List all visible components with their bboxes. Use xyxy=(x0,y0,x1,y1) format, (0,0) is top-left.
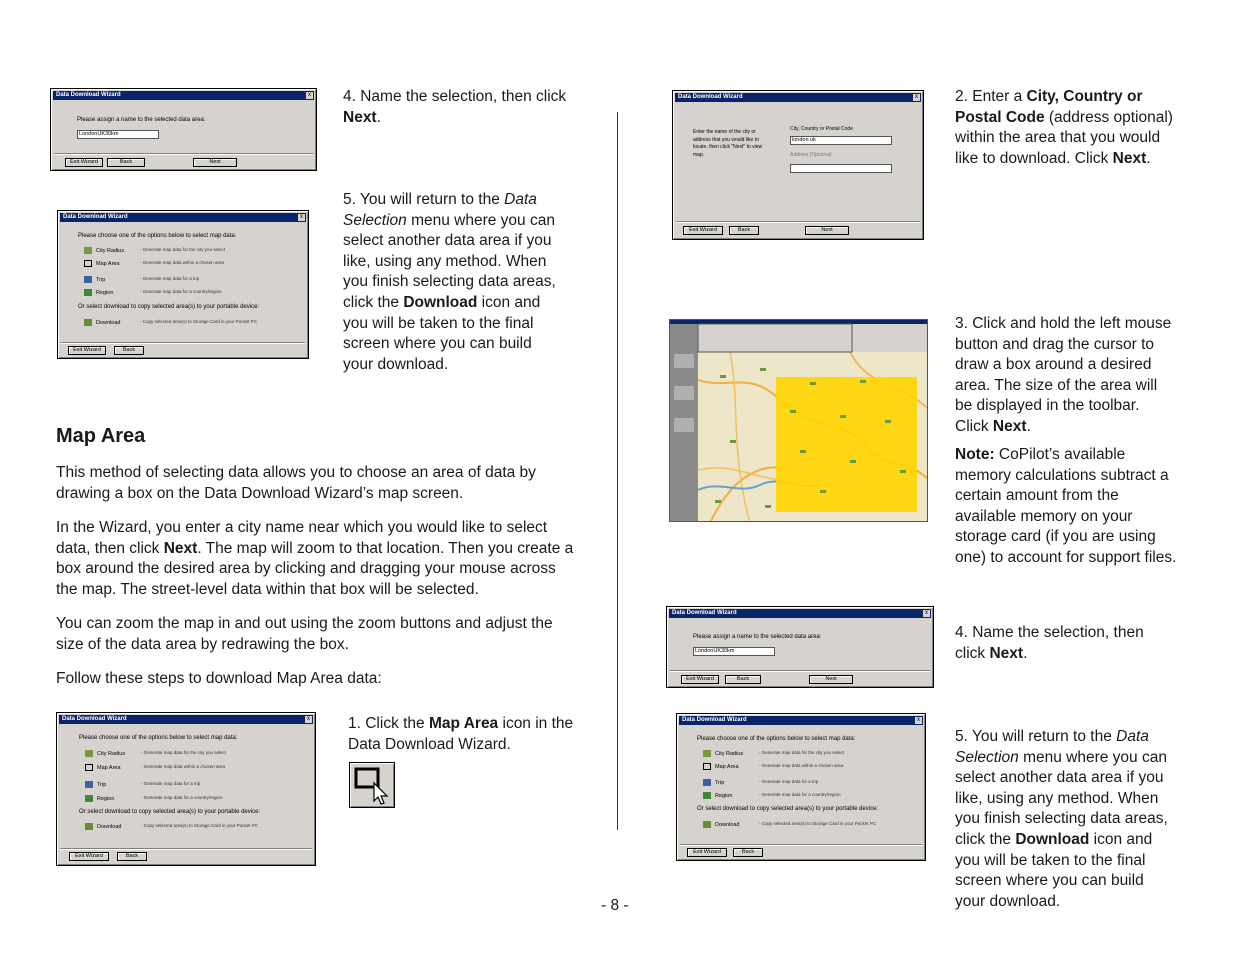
region-icon xyxy=(703,792,711,799)
exit-wizard-button[interactable]: Exit Wizard xyxy=(683,226,723,235)
option-city-radius[interactable]: City Radius - Generate map data for the city you select xyxy=(84,247,124,254)
dialog-title: Data Download Wizard xyxy=(53,91,314,100)
city-radius-icon xyxy=(703,750,711,757)
back-button[interactable]: Back xyxy=(114,346,144,355)
next-button[interactable]: Next xyxy=(805,226,849,235)
dialog-title: Data Download Wizard xyxy=(675,93,921,102)
map-window xyxy=(669,319,928,522)
option-trip[interactable]: Trip - Generate map data for a trip xyxy=(703,779,724,786)
download-icon xyxy=(85,823,93,830)
city-input[interactable]: london uk xyxy=(790,136,892,145)
option-map-area[interactable]: Map Area - Generate map data within a chosen area xyxy=(703,763,739,770)
download-icon xyxy=(703,821,711,828)
option-map-area[interactable]: Map Area - Generate map data within a chosen area xyxy=(84,260,120,267)
map-area-icon xyxy=(85,764,93,771)
city-radius-icon xyxy=(85,750,93,757)
address-input[interactable] xyxy=(790,164,892,173)
close-icon[interactable]: x xyxy=(925,610,928,616)
right-step2-text: 2. Enter a City, Country or Postal Code (address optional) within the area that you would like to download. Click Next. xyxy=(955,88,1173,167)
data-selection-dialog-left xyxy=(57,210,309,359)
download-prompt: Or select download to copy selected area(s) to your portable device: xyxy=(79,809,261,815)
para-3: You can zoom the map in and out using the zoom buttons and adjust the size of the data area by redrawing the box. xyxy=(56,615,553,653)
name-dialog-right xyxy=(666,606,934,688)
column-divider xyxy=(617,112,618,830)
back-button[interactable]: Back xyxy=(725,675,761,684)
map-area-icon xyxy=(703,763,711,770)
option-trip[interactable]: Trip - Generate map data for a trip xyxy=(84,276,105,283)
exit-wizard-button[interactable]: Exit Wizard xyxy=(68,346,106,355)
para-2: In the Wizard, you enter a city name near which you would like to select data, then click Next. The map will zoom to that location. Then you create a box around the desired area by clicking and dragging your mouse across the map. The street-level data within that box will be selected. xyxy=(56,519,574,598)
city-prompt: Enter the name of the city or address that you would like to locate, then click "Next" to view map. xyxy=(693,129,763,158)
close-icon[interactable]: x xyxy=(300,214,303,220)
left-step1-text: 1. Click the Map Area icon in the Data Download Wizard. xyxy=(348,715,574,753)
dialog-title: Data Download Wizard xyxy=(60,213,306,222)
choose-prompt: Please choose one of the options below to select map data: xyxy=(78,233,237,239)
option-region[interactable]: Region - Generate map data for a country/region xyxy=(85,795,114,802)
name-prompt: Please assign a name to the selected data area: xyxy=(693,634,822,640)
download-prompt: Or select download to copy selected area(s) to your portable device: xyxy=(697,806,879,812)
exit-wizard-button[interactable]: Exit Wizard xyxy=(687,848,727,857)
dialog-title: Data Download Wizard xyxy=(59,715,313,724)
left-step5-text: 5. You will return to the Data Selection menu where you can select another data area if you like, using any method. When you finish selecting data areas, click the Download icon and you will be taken to the final screen where you can build your download. xyxy=(343,191,556,373)
option-region[interactable]: Region - Generate map data for a country/region xyxy=(84,289,113,296)
exit-wizard-button[interactable]: Exit Wizard xyxy=(65,158,103,167)
option-city-radius[interactable]: City Radius - Generate map data for the city you select xyxy=(703,750,743,757)
para-4: Follow these steps to download Map Area data: xyxy=(56,670,382,687)
data-selection-dialog-step1 xyxy=(56,712,316,866)
data-selection-dialog-right xyxy=(676,713,926,861)
right-note-text: Note: CoPilot’s available memory calculations subtract a certain amount from the available memory on your storage card (if you are using one) to account for support files. xyxy=(955,446,1177,566)
back-button[interactable]: Back xyxy=(733,848,763,857)
address-label: Address (Optional) xyxy=(790,152,832,158)
choose-prompt: Please choose one of the options below to select map data: xyxy=(697,736,856,742)
option-city-radius[interactable]: City Radius - Generate map data for the city you select xyxy=(85,750,125,757)
region-icon xyxy=(84,289,92,296)
city-entry-dialog xyxy=(672,90,924,240)
name-dialog-left xyxy=(50,88,317,171)
para-1: This method of selecting data allows you to choose an area of data by drawing a box on the Data Download Wizard’s map screen. xyxy=(56,464,536,502)
exit-wizard-button[interactable]: Exit Wizard xyxy=(681,675,719,684)
name-input[interactable]: LondonUK30km xyxy=(77,130,159,139)
trip-icon xyxy=(85,781,93,788)
dialog-title: Data Download Wizard xyxy=(669,609,931,618)
close-icon[interactable]: x xyxy=(915,94,918,100)
option-download[interactable]: Download - Copy selected area(s) to Storage Card in your Pocket PC xyxy=(703,821,739,828)
choose-prompt: Please choose one of the options below to select map data: xyxy=(79,735,238,741)
next-button[interactable]: Next xyxy=(809,675,853,684)
option-region[interactable]: Region - Generate map data for a country/region xyxy=(703,792,732,799)
name-prompt: Please assign a name to the selected data area: xyxy=(77,117,206,123)
close-icon[interactable]: x xyxy=(917,717,920,723)
right-step4-text: 4. Name the selection, then click Next. xyxy=(955,624,1144,662)
download-icon xyxy=(84,319,92,326)
map-area-cursor-icon xyxy=(349,762,395,808)
next-button[interactable]: Next xyxy=(193,158,237,167)
map-area-icon xyxy=(84,260,92,267)
name-input[interactable]: LondonUK30km xyxy=(693,647,775,656)
right-step5-text: 5. You will return to the Data Selection menu where you can select another data area if you like, using any method. When you finish selecting data areas, click the Download icon and you will be taken to the final screen where you can build your download. xyxy=(955,728,1168,910)
download-prompt: Or select download to copy selected area(s) to your portable device: xyxy=(78,304,260,310)
page-number: - 8 - xyxy=(601,897,629,914)
option-download[interactable]: Download - Copy selected area(s) to Storage Card in your Pocket PC xyxy=(85,823,121,830)
city-radius-icon xyxy=(84,247,92,254)
option-download[interactable]: Download - Copy selected area(s) to Storage Card in your Pocket PC xyxy=(84,319,120,326)
exit-wizard-button[interactable]: Exit Wizard xyxy=(69,852,109,861)
left-step4-text: 4. Name the selection, then click Next. xyxy=(343,88,567,126)
region-icon xyxy=(85,795,93,802)
dialog-title: Data Download Wizard xyxy=(679,716,923,725)
city-label: City, Country or Postal Code xyxy=(790,126,853,132)
back-button[interactable]: Back xyxy=(117,852,147,861)
trip-icon xyxy=(84,276,92,283)
option-trip[interactable]: Trip - Generate map data for a trip xyxy=(85,781,106,788)
right-step3-text: 3. Click and hold the left mouse button and drag the cursor to draw a box around a desired area. The size of the area will be displayed in the toolbar. Click Next. xyxy=(955,315,1172,435)
trip-icon xyxy=(703,779,711,786)
map-area-heading: Map Area xyxy=(56,425,146,447)
close-icon[interactable]: x xyxy=(307,716,310,722)
option-map-area[interactable]: Map Area - Generate map data within a chosen area xyxy=(85,764,121,771)
back-button[interactable]: Back xyxy=(107,158,145,167)
close-icon[interactable]: x xyxy=(308,92,311,98)
back-button[interactable]: Back xyxy=(729,226,759,235)
